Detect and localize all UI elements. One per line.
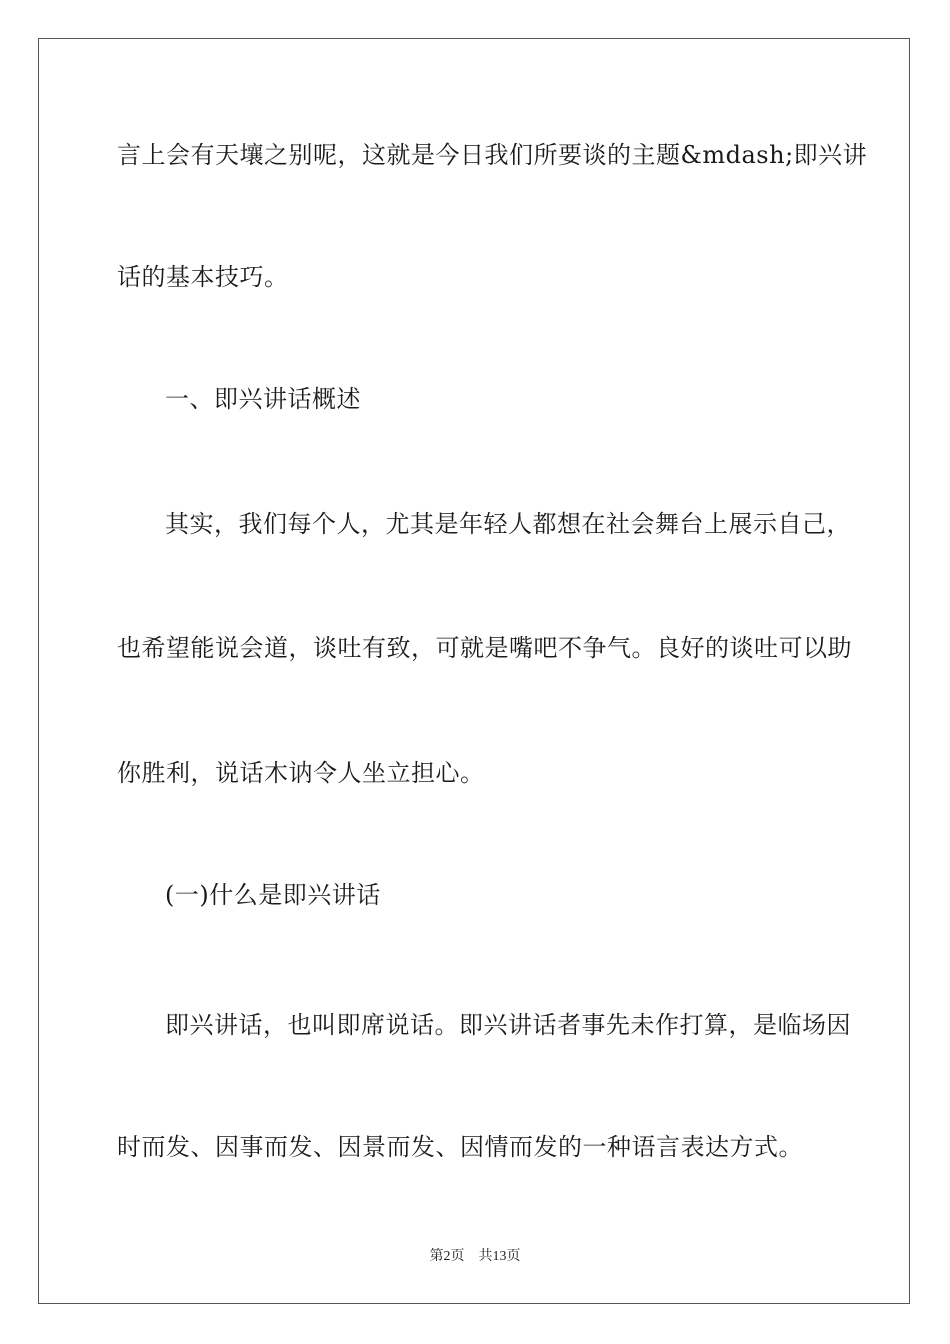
paragraph-line: 时而发、因事而发、因景而发、因情而发的一种语言表达方式。 [117, 1133, 803, 1161]
paragraph-line: 言上会有天壤之别呢，这就是今日我们所要谈的主题&mdash;即兴讲 [117, 141, 868, 169]
total-pages: 共13页 [478, 1249, 521, 1264]
paragraph-line: 话的基本技巧。 [117, 263, 289, 291]
paragraph-line: 你胜利，说话木讷令人坐立担心。 [117, 759, 485, 787]
page-border [38, 38, 910, 1304]
paragraph-line: 即兴讲话，也叫即席说话。即兴讲话者事先未作打算，是临场因 [165, 1011, 851, 1039]
subsection-heading: (一)什么是即兴讲话 [165, 881, 381, 909]
page-footer [0, 1247, 950, 1267]
paragraph-line: 也希望能说会道，谈吐有致，可就是嘴吧不争气。良好的谈吐可以助 [117, 634, 852, 662]
section-heading: 一、即兴讲话概述 [165, 385, 361, 413]
page-number: 第2页 [429, 1249, 465, 1264]
paragraph-line: 其实，我们每个人，尤其是年轻人都想在社会舞台上展示自己， [165, 510, 851, 538]
